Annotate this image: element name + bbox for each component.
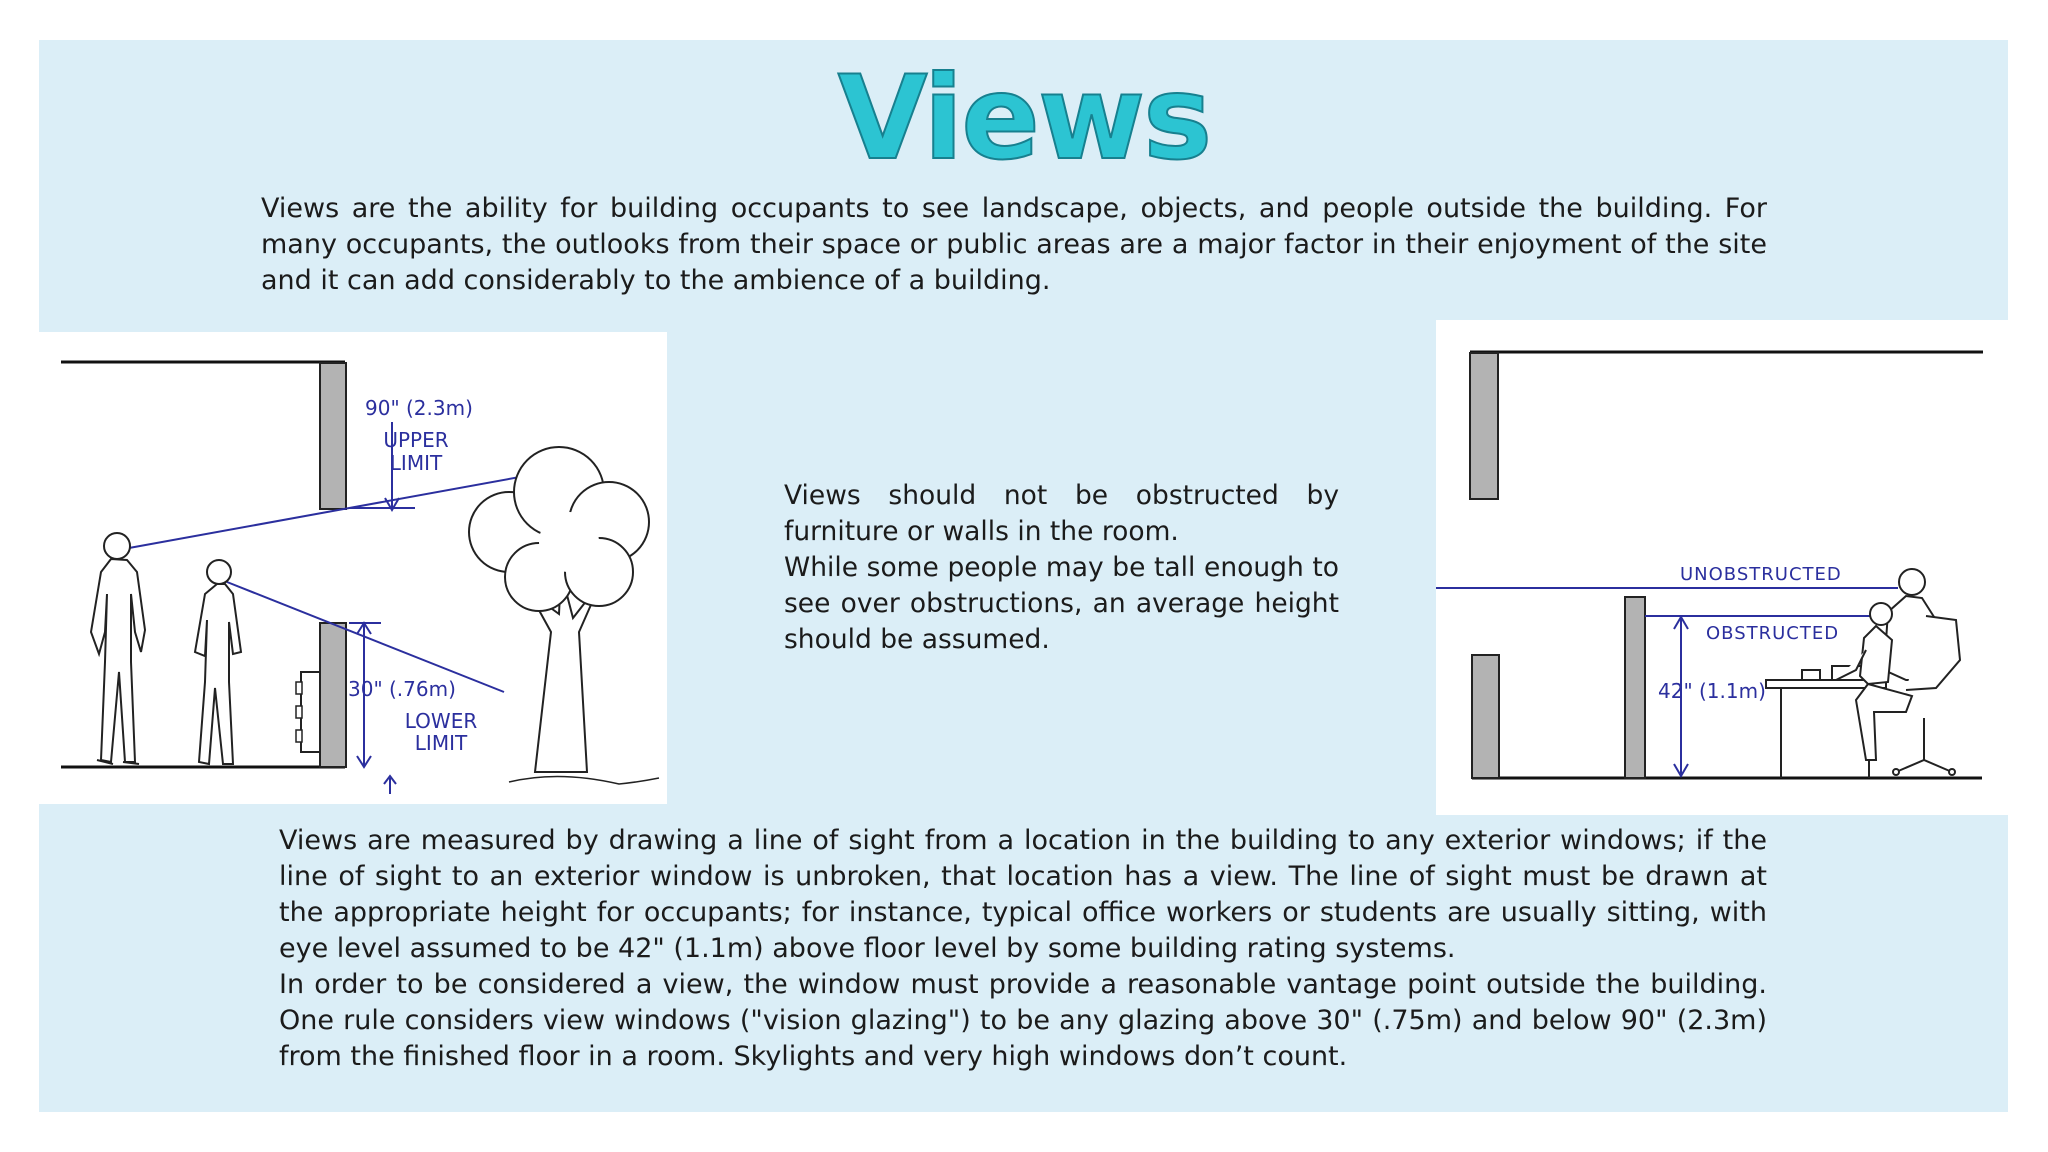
upper-dimension-label: 90" (2.3m) [365, 396, 473, 420]
upper-label-line1: UPPER [383, 428, 449, 452]
obstruction-note-line2: While some people may be tall enough to see over obstructions, an average height should be assumed. [784, 552, 1339, 655]
tree-illustration [469, 447, 659, 784]
standing-man-figure [91, 533, 145, 764]
seated-eye-level-drawing [1436, 320, 2008, 815]
obstruction-note [784, 478, 1339, 658]
eye-height-label: 42" (1.1m) [1658, 679, 1766, 703]
window-limits-drawing [39, 332, 667, 804]
measurement-paragraph: Views are measured by drawing a line of sight from a location in the building to any exterior windows; if the line of sight to an exterior window is unbroken, that location has a view. The line of sight must be drawn at the appropriate height for occupants; for instance, typical office workers or students are usually sitting, with eye level assumed to be 42" (1.1m) above floor level by some building rating systems. [279, 825, 1767, 964]
window-limits-illustration [39, 332, 667, 804]
standing-woman-figure [195, 560, 241, 764]
obstruction-note-line1: Views should not be obstructed by furniture or walls in the room. [784, 480, 1339, 547]
page-title: Views [837, 51, 1211, 186]
upper-label-line2: LIMIT [389, 451, 443, 475]
unobstructed-label: UNOBSTRUCTED [1680, 564, 1842, 585]
vision-glazing-paragraph: In order to be considered a view, the window must provide a reasonable vantage point outside the building. One rule considers view windows ("vision glazing") to be any glazing above 30" (.75m) and below 90" (2.3m) from the finished floor in a room. Skylights and very high windows don’t count. [279, 969, 1767, 1072]
measurement-text [279, 823, 1767, 1075]
lower-dimension-label: 30" (.76m) [348, 677, 456, 701]
seated-eye-level-illustration [1436, 320, 2008, 815]
lower-label-line1: LOWER [404, 709, 478, 733]
lower-label-line2: LIMIT [414, 731, 468, 755]
intro-paragraph: Views are the ability for building occupants to see landscape, objects, and people outside the building. For many occupants, the outlooks from their space or public areas are a major factor in their enjoyment of the site and it can add considerably to the ambience of a building. [261, 193, 1767, 296]
obstructed-label: OBSTRUCTED [1706, 623, 1840, 644]
